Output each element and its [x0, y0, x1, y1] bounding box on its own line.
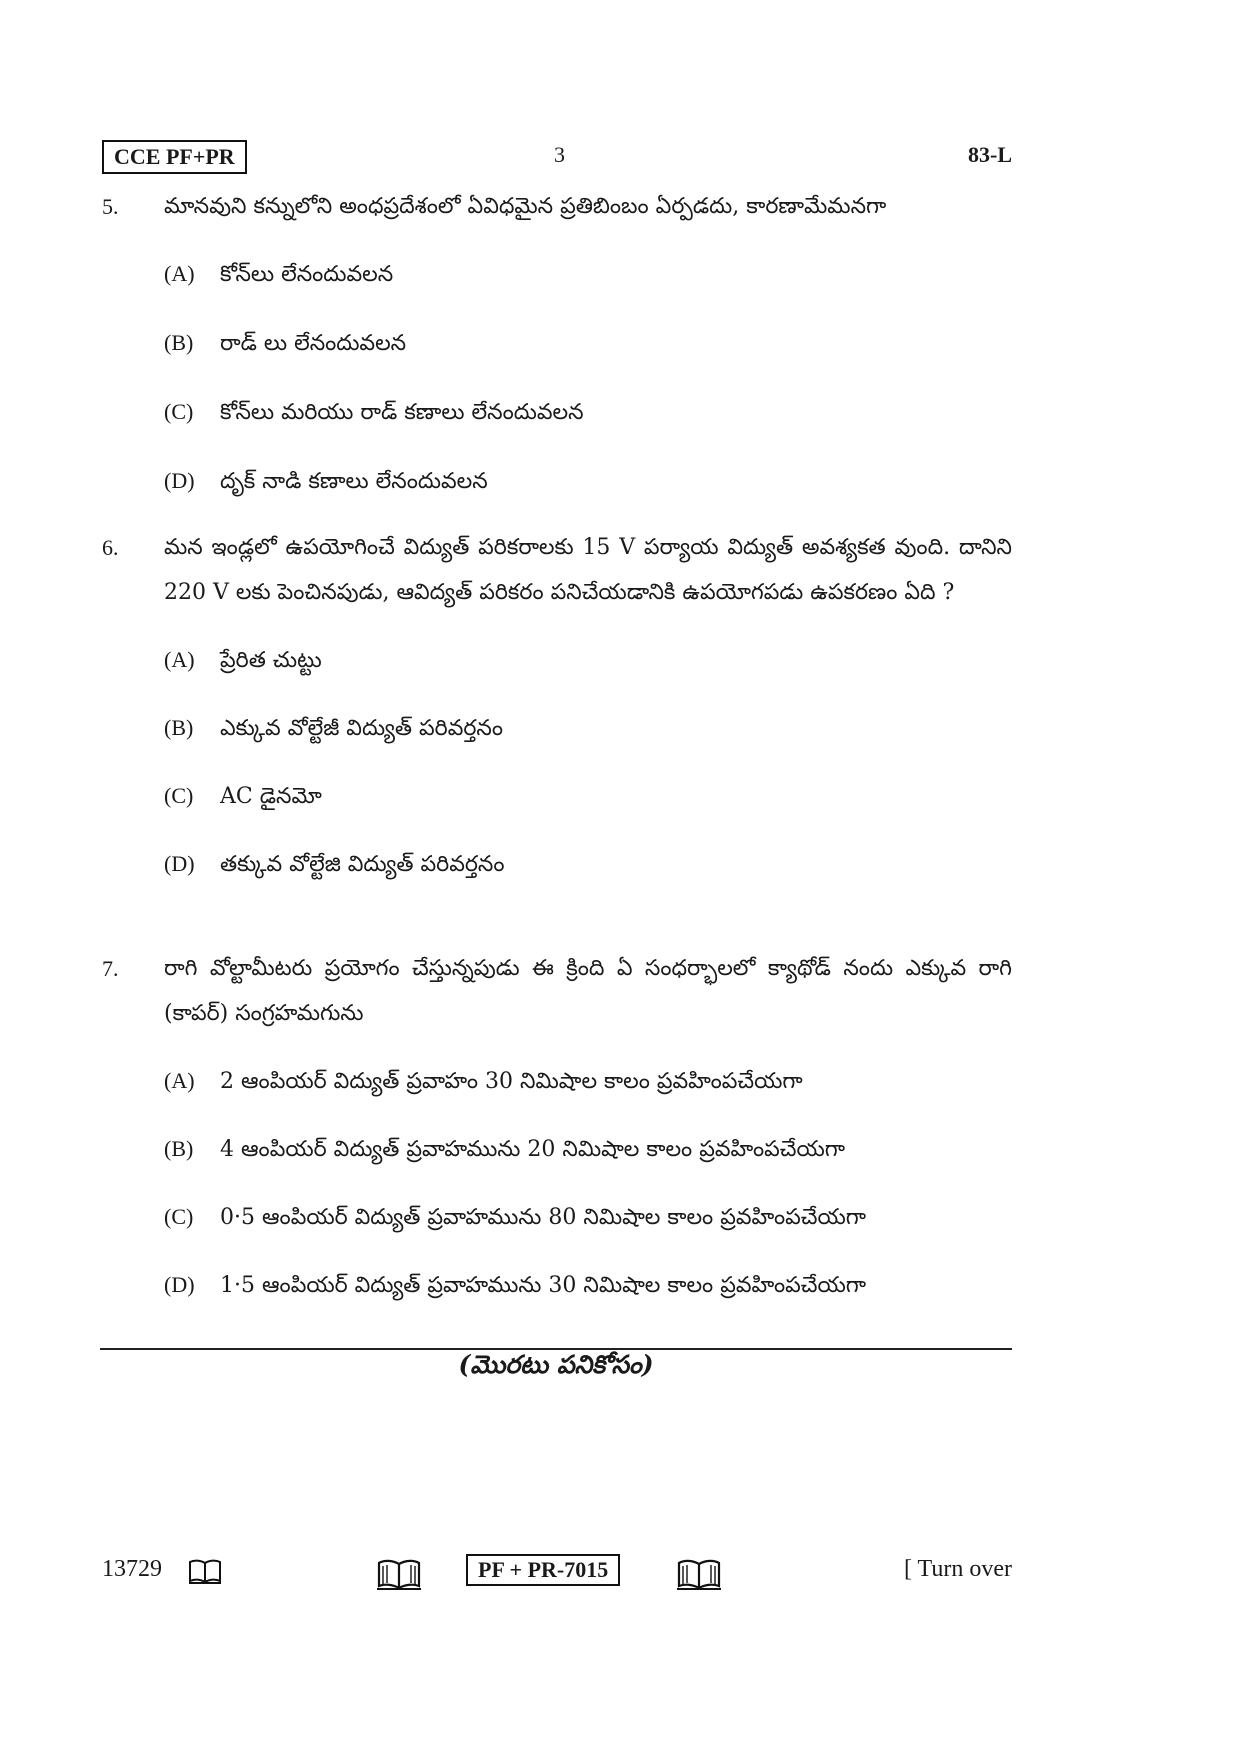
option-d: (D) దృక్ నాడి కణాలు లేనందువలన [164, 468, 488, 494]
option-c: (C) కోన్‌లు మరియు రాడ్ కణాలు లేనందువలన [164, 399, 584, 425]
question-text: మన ఇండ్లలో ఉపయోగించే విద్యుత్ పరికరాలకు 15 V పర్యాయ విద్యుత్ అవశ్యకత వుంది. దానిని 220 V లకు పెంచినపుడు, ఆవిద్యత్ పరికరం పనిచేయడానికి ఉపయోగపడు ఉపకరణం ఏది ? [164, 535, 1012, 605]
option-a: (A) కోన్‌లు లేనందువలన [164, 261, 394, 287]
option-b: (B) ఎక్కువ వోల్టేజీ విద్యుత్ పరివర్తనం [164, 715, 504, 741]
rough-work-label: (మొరటు పనికోసం) [458, 1350, 654, 1379]
option-d: (D) తక్కువ వోల్టేజి విద్యుత్ పరివర్తనం [164, 851, 505, 877]
open-book-icon [676, 1558, 722, 1597]
exam-code-box: CCE PF+PR [102, 140, 247, 174]
question-number: 6. [102, 535, 119, 560]
question-text: రాగి వోల్టామీటరు ప్రయోగం చేస్తున్నపుడు ఈ క్రింది ఏ సంధర్భాలలో క్యాథోడ్ నందు ఎక్కువ రాగి (కాపర్) సంగ్రహమగును [164, 956, 1012, 1026]
option-d: (D) 1·5 ఆంపియర్ విద్యుత్ ప్రవాహమును 30 నిమిషాల కాలం ప్రవహింపచేయగా [164, 1272, 867, 1298]
question-5 [100, 184, 1012, 504]
option-c: (C) AC డైనమో [164, 783, 322, 809]
option-b: (B) 4 ఆంపియర్ విద్యుత్ ప్రవాహమును 20 నిమిషాల కాలం ప్రవహింపచేయగా [164, 1136, 846, 1162]
option-c: (C) 0·5 ఆంపియర్ విద్యుత్ ప్రవాహమును 80 నిమిషాల కాలం ప్రవహింపచేయగా [164, 1204, 867, 1230]
open-book-icon [376, 1558, 422, 1597]
paper-code-box: PF + PR-7015 [466, 1554, 620, 1586]
open-book-icon [188, 1558, 222, 1591]
option-a: (A) ప్రేరిత చుట్టు [164, 647, 322, 673]
question-number: 7. [102, 956, 119, 981]
option-a: (A) 2 ఆంపియర్ విద్యుత్ ప్రవాహం 30 నిమిషాల కాలం ప్రవహింపచేయగా [164, 1068, 803, 1094]
options-list [100, 1058, 1012, 1308]
option-b: (B) రాడ్ లు లేనందువలన [164, 330, 407, 356]
question-7 [100, 946, 1012, 1308]
paper-code: 83-L [968, 142, 1012, 167]
page-number: 3 [554, 142, 565, 167]
question-6 [100, 525, 1012, 887]
question-number: 5. [102, 194, 119, 219]
booklet-number: 13729 [102, 1556, 162, 1582]
options-list [100, 251, 1012, 504]
page-footer [100, 1552, 1012, 1592]
options-list [100, 637, 1012, 887]
turn-over-label: [ Turn over [903, 1556, 1012, 1582]
page-header [100, 138, 1012, 178]
question-text: మానవుని కన్నులోని అంధప్రదేశంలో ఏవిధమైన ప్రతిబింబం ఏర్పడదు, కారణామేమనగా [164, 194, 887, 219]
